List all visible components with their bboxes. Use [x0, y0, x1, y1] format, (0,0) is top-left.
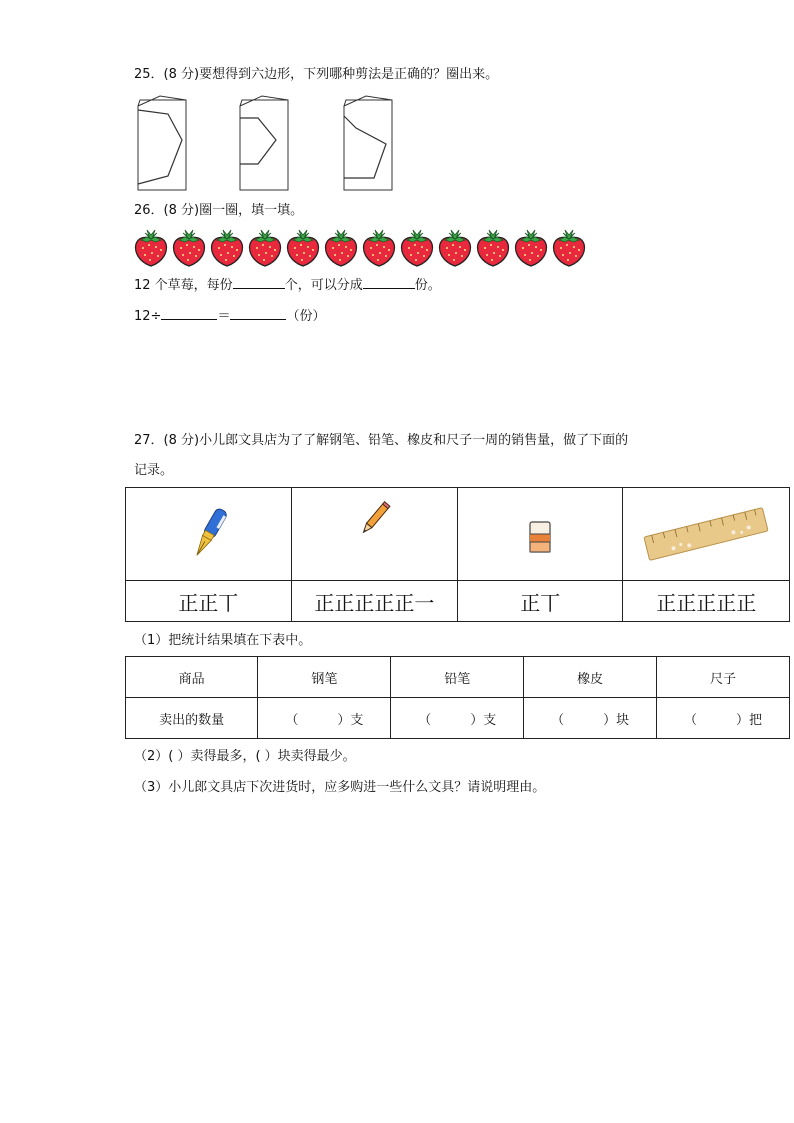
fountain-pen-icon [188, 504, 228, 564]
eraser-icon [528, 520, 552, 554]
answer-cell-pen[interactable]: （ ）支 [258, 698, 391, 739]
tally-record-table [125, 487, 790, 622]
strawberry-icon [361, 228, 397, 268]
answer-blank-share-count[interactable] [363, 276, 415, 289]
header-ruler: 尺子 [657, 657, 790, 698]
sub-question-1: （1）把统计结果填在下表中。 [134, 633, 312, 648]
strawberry-icon [171, 228, 207, 268]
line1-part-a: 12 个草莓，每份 [134, 278, 233, 293]
line1-part-b: 个，可以分成 [284, 278, 363, 293]
answer-blank-quotient[interactable] [230, 307, 286, 320]
question-26-line2 [134, 307, 325, 326]
header-pen: 钢笔 [258, 657, 391, 698]
header-pencil: 铅笔 [391, 657, 524, 698]
header-item: 商品 [126, 657, 258, 698]
tally-eraser: 正丅 [458, 581, 623, 622]
strawberry-icon [323, 228, 359, 268]
strawberry-icon [247, 228, 283, 268]
ruler-icon [641, 504, 771, 564]
folded-paper-option-2 [240, 96, 288, 190]
strawberry-icon [209, 228, 245, 268]
answer-cell-ruler[interactable]: （ ）把 [657, 698, 790, 739]
answer-blank-per-share[interactable] [233, 276, 285, 289]
question-26-line1 [134, 276, 441, 295]
sub-question-2: （2）( ）卖得最多，( ）块卖得最少。 [134, 749, 356, 764]
strawberry-icon [437, 228, 473, 268]
tally-ruler: 正正正正正 [623, 581, 790, 622]
question-27-text-line1: 27．(8 分)小儿郎文具店为了了解钢笔、铅笔、橡皮和尺子一周的销售量，做了下面的 [134, 433, 629, 448]
answer-cell-pencil[interactable]: （ ）支 [391, 698, 524, 739]
question-27-text-line2: 记录。 [134, 463, 174, 478]
strawberry-icon [133, 228, 169, 268]
pen-icon-cell [126, 488, 292, 581]
folded-paper-figures [130, 92, 410, 196]
question-25-text: 25．(8 分)要想得到六边形，下列哪种剪法是正确的？圈出来。 [134, 67, 499, 82]
line2-part-a: 12÷ [134, 309, 162, 324]
header-eraser: 橡皮 [524, 657, 657, 698]
eraser-icon-cell [458, 488, 623, 581]
line2-equals: ＝ [217, 309, 231, 324]
strawberry-icon [285, 228, 321, 268]
folded-paper-option-1 [138, 96, 186, 190]
tally-pen: 正正丅 [126, 581, 292, 622]
sub-question-3: （3）小儿郎文具店下次进货时，应多购进一些什么文具？请说明理由。 [134, 780, 546, 795]
sales-count-table [125, 656, 790, 739]
tally-pencil: 正正正正正一 [291, 581, 457, 622]
folded-paper-option-3 [344, 96, 392, 190]
folded-paper-options [130, 92, 410, 196]
line2-part-b: （份） [286, 309, 326, 324]
line1-part-c: 份。 [414, 278, 441, 293]
strawberry-icon [513, 228, 549, 268]
strawberry-icon [399, 228, 435, 268]
question-26-text: 26．(8 分)圈一圈，填一填。 [134, 203, 304, 218]
strawberry-icon [475, 228, 511, 268]
pencil-icon-cell [291, 488, 457, 581]
strawberry-icon [551, 228, 587, 268]
answer-cell-eraser[interactable]: （ ）块 [524, 698, 657, 739]
strawberry-row [133, 228, 593, 268]
pencil-icon [354, 499, 394, 539]
row-label-sold: 卖出的数量 [126, 698, 258, 739]
answer-blank-divisor[interactable] [161, 307, 217, 320]
ruler-icon-cell [623, 488, 790, 581]
